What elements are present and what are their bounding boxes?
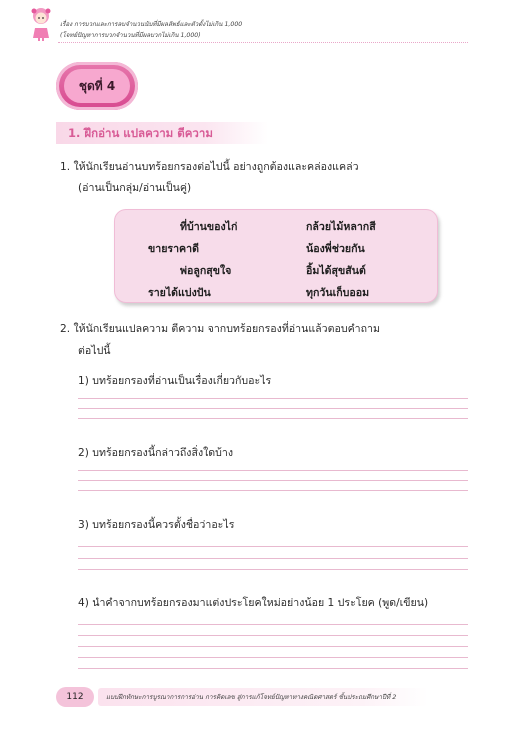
header-topic: เรื่อง การบวกและการลบจำนวนนับที่มีผลลัพธ์และตัวตั้งไม่เกิน 1,000 — [60, 21, 243, 28]
question-1: 1) บทร้อยกรองที่อ่านเป็นเรื่องเกี่ยวกับอะไร — [78, 375, 272, 387]
q2-instruction-cont: ต่อไปนี้ — [78, 345, 111, 357]
q2-instruction: 2. ให้นักเรียนแปลความ ตีความ จากบทร้อยกรองที่อ่านแล้วตอบคำถาม — [60, 323, 380, 335]
answer-line[interactable] — [78, 470, 468, 471]
poem-line: ทุกวันเก็บออม — [306, 287, 370, 299]
answer-line[interactable] — [78, 546, 468, 547]
poem-line: น้องพี่ช่วยกัน — [306, 243, 365, 255]
set-badge-label: ชุดที่ 4 — [64, 69, 130, 103]
footer-text: แบบฝึกทักษะการบูรณาการการอ่าน การคิดเลข สู่การแก้โจทย์ปัญหาทางคณิตศาสตร์ ชั้นประถมศึกษาปีที่ 2 — [106, 693, 397, 701]
poem-line: พ่อลูกสุขใจ — [180, 265, 232, 277]
q1-instruction: 1. ให้นักเรียนอ่านบทร้อยกรองต่อไปนี้ อย่างถูกต้องและคล่องแคล่ว — [60, 161, 359, 173]
answer-line[interactable] — [78, 635, 468, 636]
poem-line: รายได้แบ่งปัน — [148, 287, 211, 299]
poem-line: ขายราคาดี — [148, 243, 199, 255]
answer-line[interactable] — [78, 418, 468, 419]
question-3: 3) บทร้อยกรองนี้ควรตั้งชื่อว่าอะไร — [78, 519, 235, 531]
section-title: 1. ฝึกอ่าน แปลความ ตีความ — [68, 126, 213, 140]
q1-instruction-note: (อ่านเป็นกลุ่ม/อ่านเป็นคู่) — [78, 182, 192, 194]
answer-line[interactable] — [78, 668, 468, 669]
girl-mascot-icon — [30, 6, 52, 42]
answer-line[interactable] — [78, 569, 468, 570]
set-badge — [56, 62, 138, 110]
answer-line[interactable] — [78, 480, 468, 481]
answer-line[interactable] — [78, 490, 468, 491]
header-divider — [58, 42, 468, 43]
page-number: 112 — [56, 687, 94, 707]
answer-line[interactable] — [78, 657, 468, 658]
question-4: 4) นำคำจากบทร้อยกรองมาแต่งประโยคใหม่อย่างน้อย 1 ประโยค (พูด/เขียน) — [78, 597, 429, 609]
section-heading — [56, 122, 268, 144]
poem-line: ที่บ้านของไก่ — [180, 221, 238, 233]
poem-line: กล้วยไม้หลากสี — [306, 221, 376, 233]
answer-line[interactable] — [78, 398, 468, 399]
answer-line[interactable] — [78, 624, 468, 625]
footer-band — [98, 688, 428, 706]
answer-line[interactable] — [78, 408, 468, 409]
question-2: 2) บทร้อยกรองนี้กล่าวถึงสิ่งใดบ้าง — [78, 447, 234, 459]
answer-line[interactable] — [78, 558, 468, 559]
poem-line: อิ้มได้สุขสันต์ — [306, 265, 366, 277]
header-subtopic: (โจทย์ปัญหาการบวกจำนวนที่มีผลบวกไม่เกิน 1,000) — [60, 32, 201, 39]
answer-line[interactable] — [78, 646, 468, 647]
